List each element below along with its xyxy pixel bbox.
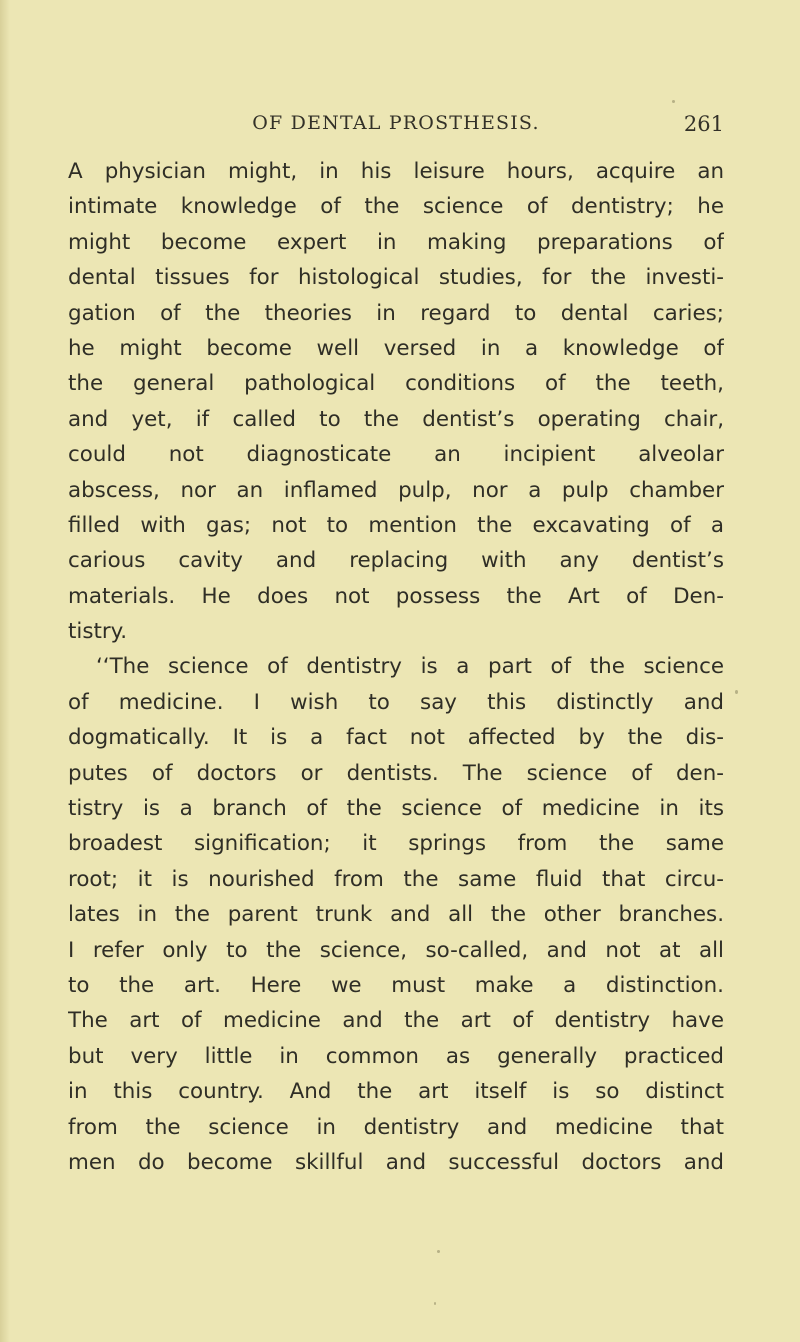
text-line: intimate knowledge of the science of dentistry; he bbox=[68, 194, 724, 220]
text-line: to the art. Here we must make a distinction. bbox=[68, 972, 724, 998]
text-line: of medicine. I wish to say this distinctly and bbox=[68, 689, 724, 715]
paper-speck bbox=[434, 1302, 436, 1305]
text-line: but very little in common as generally practiced bbox=[68, 1043, 724, 1069]
text-line: might become expert in making preparations of bbox=[68, 229, 724, 255]
running-head: OF DENTAL PROSTHESIS. bbox=[252, 112, 540, 134]
text-line: could not diagnosticate an incipient alveolar bbox=[68, 442, 724, 468]
page-header bbox=[68, 112, 724, 146]
page-number: 261 bbox=[683, 112, 724, 136]
text-line: tistry. bbox=[68, 619, 128, 645]
text-line: the general pathological conditions of the teeth, bbox=[68, 371, 724, 397]
text-line: A physician might, in his leisure hours, acquire an bbox=[68, 159, 724, 184]
text-line: filled with gas; not to mention the excavating of a bbox=[68, 512, 724, 538]
text-line: tistry is a branch of the science of medicine in its bbox=[68, 796, 724, 822]
text-line: lates in the parent trunk and all the other branches. bbox=[68, 902, 724, 928]
paper-speck bbox=[437, 1250, 440, 1253]
text-line: dental tissues for histological studies, for the investi- bbox=[68, 265, 724, 291]
page-edge bbox=[0, 0, 10, 1342]
text-line: from the science in dentistry and medicine that bbox=[68, 1114, 724, 1140]
text-line: carious cavity and replacing with any dentist’s bbox=[68, 548, 724, 574]
body-text bbox=[68, 154, 724, 1180]
text-line: broadest signification; it springs from the same bbox=[68, 831, 724, 857]
text-line: putes of doctors or dentists. The science of den- bbox=[68, 760, 724, 786]
text-line: in this country. And the art itself is so distinct bbox=[68, 1079, 724, 1105]
paper-speck bbox=[735, 690, 738, 694]
text-line: materials. He does not possess the Art of Den- bbox=[68, 583, 724, 609]
text-line: I refer only to the science, so-called, and not at all bbox=[68, 937, 724, 963]
text-line: ‘‘The science of dentistry is a part of the science bbox=[96, 654, 724, 680]
text-line: he might become well versed in a knowledge of bbox=[68, 335, 724, 361]
text-line: The art of medicine and the art of dentistry have bbox=[68, 1008, 724, 1034]
text-line: men do become skillful and successful doctors and bbox=[68, 1149, 724, 1175]
text-line: root; it is nourished from the same fluid that circu- bbox=[68, 866, 724, 892]
text-line: gation of the theories in regard to dental caries; bbox=[68, 300, 724, 326]
text-line: and yet, if called to the dentist’s operating chair, bbox=[68, 406, 724, 432]
paper-speck bbox=[672, 100, 675, 103]
text-line: abscess, nor an inflamed pulp, nor a pulp chamber bbox=[68, 477, 724, 503]
text-line: dogmatically. It is a fact not affected by the dis- bbox=[68, 725, 724, 751]
